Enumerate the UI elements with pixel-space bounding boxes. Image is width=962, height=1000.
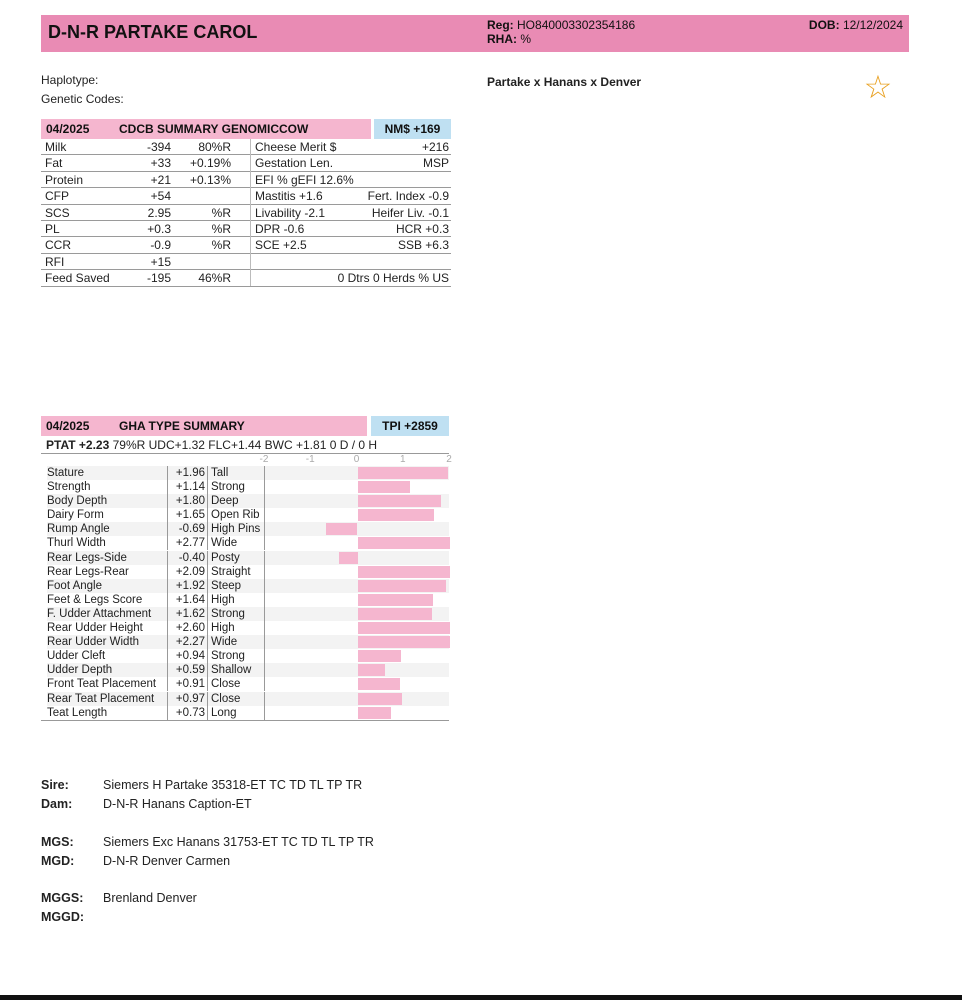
scale-tick-label: -1 [305,454,315,465]
trait-name: Body Depth [47,494,167,508]
trait-bar [358,566,451,578]
cdcb-cell: %R [211,238,231,253]
cdcb-row [41,139,451,155]
trait-name: Stature [47,466,167,480]
cdcb-row [41,254,451,270]
cdcb-cell: SCS [45,205,70,220]
cdcb-cell: Mastitis +1.6 [255,189,323,204]
trait-descriptor: Steep [207,579,264,593]
dob-value: 12/12/2024 [842,18,903,32]
cdcb-cell: +15 [150,254,171,269]
cdcb-cell: 46%R [198,271,231,286]
trait-chart-cell [264,480,449,494]
trait-descriptor: Strong [207,480,264,494]
cdcb-cell: Milk [45,140,67,154]
genetic-codes-label: Genetic Codes: [41,92,124,106]
trait-bar [358,608,433,620]
trait-name: Thurl Width [47,537,106,550]
cdcb-title-bar [41,119,451,139]
trait-descriptor: High [207,593,264,607]
cdcb-cell: Feed Saved [45,271,110,286]
trait-chart-cell [264,663,449,677]
trait-name: Rear Udder Height [47,622,143,635]
trait-descriptor: Close [207,677,264,691]
cdcb-cell: Fert. Index -0.9 [367,189,449,204]
trait-value: +1.14 [167,480,207,494]
trait-row [41,579,449,593]
trait-chart-cell [264,635,449,649]
trait-bar [326,523,358,535]
trait-row [41,508,449,522]
cdcb-cell: +216 [421,140,449,154]
trait-bar [358,509,434,521]
pedigree-label: MGD: [41,854,75,868]
trait-bar [358,537,451,549]
rha-value: % [520,32,532,46]
trait-name: Dairy Form [47,509,104,522]
haplotype-label: Haplotype: [41,73,99,87]
trait-bar [358,594,434,606]
trait-value: +0.59 [167,663,207,677]
trait-chart-cell [264,692,449,706]
trait-row [41,621,449,635]
trait-descriptor: Posty [207,551,264,565]
trait-descriptor: Tall [207,466,264,480]
trait-bar [358,636,451,648]
trait-row [41,593,449,607]
trait-name: Teat Length [47,706,108,719]
trait-row [41,494,449,508]
trait-chart-cell [264,522,449,536]
trait-bar [358,650,401,662]
pedigree-label: MGGD: [41,910,85,924]
trait-row [41,522,449,536]
gha-tpi-index: TPI +2859 [371,416,449,436]
trait-value: +1.64 [167,593,207,607]
trait-value: +0.73 [167,706,207,720]
trait-name: Front Teat Placement [47,678,157,691]
pedigree-value: Siemers Exc Hanans 31753-ET TC TD TL TP TR [103,835,374,849]
trait-chart-cell [264,706,449,720]
trait-value: +2.60 [167,621,207,635]
cdcb-cell: +21 [150,172,171,187]
trait-chart-cell [264,494,449,508]
cdcb-row [41,172,451,188]
trait-bar [358,467,449,479]
trait-row [41,663,449,677]
trait-descriptor: Deep [207,494,264,508]
trait-descriptor: Long [207,706,264,720]
cdcb-cell: SCE +2.5 [255,238,307,253]
gha-date: 04/2025 [41,416,105,436]
trait-name: Udder Depth [47,663,167,677]
trait-value: +1.92 [167,579,207,593]
cdcb-cell: CCR [45,238,71,253]
trait-descriptor: Wide [207,635,264,649]
trait-chart-cell [264,565,449,579]
trait-descriptor: Strong [207,649,264,663]
trait-name: Rear Legs-Rear [47,565,129,578]
cdcb-cell: Livability -2.1 [255,205,326,220]
cdcb-cell: Gestation Len. [255,156,334,171]
trait-row [41,466,449,480]
cdcb-divider [250,139,251,286]
trait-row [41,677,449,691]
trait-name: Rump Angle [47,522,167,536]
trait-descriptor: Wide [207,536,264,550]
cdcb-row [41,270,451,286]
cdcb-cell: SSB +6.3 [397,238,449,253]
pedigree-value: D-N-R Denver Carmen [103,854,231,868]
trait-name: Rear Legs-Side [47,551,167,565]
dob-label: DOB: [808,18,840,32]
cdcb-cell: +0.13% [189,172,231,187]
cdcb-row [41,221,451,237]
pedigree-summary: Partake x Hanans x Denver [487,75,642,89]
trait-row [41,635,449,649]
cdcb-cell: +54 [150,189,171,204]
cdcb-cell: %R [211,221,231,236]
trait-value: +1.62 [167,607,207,621]
scale-tick-label: 0 [353,454,360,465]
cdcb-cell: EFI % gEFI 12.6% [255,172,354,187]
cdcb-cell: +33 [150,156,171,171]
gha-title-bar [41,416,449,436]
cdcb-cell: +0.3 [147,221,171,236]
trait-row [41,649,449,663]
trait-scale [41,454,452,466]
ptat-line [41,436,449,454]
trait-bar [358,678,400,690]
trait-value: +0.97 [167,692,207,706]
cdcb-cell: -0.9 [150,238,171,253]
trait-chart-cell [264,677,449,691]
cdcb-row [41,155,451,171]
rha-label: RHA: [487,32,517,46]
trait-descriptor: Strong [207,607,264,621]
trait-row [41,565,449,579]
trait-descriptor: Close [207,692,264,706]
trait-value: -0.40 [167,551,207,565]
trait-row [41,692,449,706]
cdcb-cell: MSP [422,156,449,171]
reg-value: HO840003302354186 [517,18,636,32]
cdcb-row [41,205,451,221]
cdcb-cell: 2.95 [147,205,171,220]
cdcb-nm-index: NM$ +169 [374,119,451,139]
trait-bar [358,707,392,719]
cdcb-cell: Heifer Liv. -0.1 [371,205,449,220]
trait-descriptor: Straight [207,565,264,579]
trait-value: -0.69 [167,522,207,536]
trait-row [41,607,449,621]
trait-name: Udder Cleft [47,650,106,663]
scale-tick-label: -2 [259,454,269,465]
trait-chart-cell [264,649,449,663]
cdcb-summary-table [41,119,451,287]
pedigree-label: MGS: [41,835,74,849]
trait-bar [358,664,385,676]
bottom-border [0,995,962,1000]
cdcb-cell: HCR +0.3 [395,221,449,236]
dob [809,18,903,32]
cdcb-cell: DPR -0.6 [255,221,305,236]
pedigree-label: MGGS: [41,891,84,905]
trait-value: +2.27 [167,635,207,649]
star-outline-icon[interactable]: ☆ [863,69,893,105]
trait-name: Foot Angle [47,579,167,593]
trait-bar [358,693,403,705]
trait-bar [358,622,451,634]
trait-bar [358,580,447,592]
pedigree-label: Dam: [41,797,73,811]
trait-descriptor: Open Rib [207,508,264,522]
scale-tick-label: 2 [446,454,452,465]
animal-header [41,15,909,52]
cdcb-title: CDCB SUMMARY GENOMICCOW [111,119,371,139]
trait-chart-cell [264,536,449,550]
trait-value: +2.09 [167,565,207,579]
trait-bar [358,495,441,507]
reg-label: Reg: [487,18,514,32]
trait-chart-cell [264,621,449,635]
trait-bar [339,552,358,564]
trait-name: Strength [47,481,91,494]
ptat-details: 79%R UDC+1.32 FLC+1.44 BWC +1.81 0 D / 0 H [112,438,378,452]
trait-descriptor: High Pins [207,522,264,536]
trait-row [41,536,449,550]
trait-bar [358,481,411,493]
trait-value: +1.65 [167,508,207,522]
trait-chart-cell [264,508,449,522]
trait-value: +1.96 [167,466,207,480]
trait-chart-cell [264,593,449,607]
cdcb-cell: 80%R [198,140,231,154]
gha-type-summary-table [41,416,452,720]
trait-descriptor: Shallow [207,663,264,677]
trait-chart-cell [264,551,449,565]
cdcb-rows [41,139,451,287]
trait-name: Rear Udder Width [47,635,167,649]
cdcb-cell: Cheese Merit $ [255,140,337,154]
animal-name: D-N-R PARTAKE CAROL [48,22,258,42]
cdcb-cell: CFP [45,189,69,204]
cdcb-cell: 0 Dtrs 0 Herds % US [337,271,449,286]
pedigree-value: Brenland Denver [103,891,197,905]
cdcb-cell: Fat [45,156,63,171]
trait-row [41,551,449,565]
cdcb-cell: +0.19% [189,156,231,171]
cdcb-cell: -195 [146,271,171,286]
trait-name: Feet & Legs Score [47,593,143,606]
pedigree-value: Siemers H Partake 35318-ET TC TD TL TP TR [103,778,363,792]
trait-value: +2.77 [167,536,207,550]
trait-row [41,706,449,720]
trait-chart-cell [264,607,449,621]
cdcb-row [41,188,451,204]
cdcb-cell: PL [45,221,60,236]
ptat-label: PTAT +2.23 [46,438,110,452]
cdcb-row [41,237,451,253]
gha-title: GHA TYPE SUMMARY [105,416,367,436]
trait-name: Rear Teat Placement [47,692,167,706]
pedigree-label: Sire: [41,778,69,792]
trait-value: +0.94 [167,649,207,663]
cdcb-cell: Protein [45,172,84,187]
cdcb-cell: RFI [45,254,65,269]
trait-value: +1.80 [167,494,207,508]
pedigree-value: D-N-R Hanans Caption-ET [103,797,252,811]
trait-name: F. Udder Attachment [47,607,167,621]
trait-chart-cell [264,579,449,593]
trait-rows [41,466,449,720]
trait-row [41,480,449,494]
trait-descriptor: High [207,621,264,635]
registration-info [487,18,635,46]
trait-value: +0.91 [167,677,207,691]
trait-chart-cell [264,466,449,480]
cdcb-cell: %R [211,205,231,220]
cdcb-date: 04/2025 [41,119,111,139]
cdcb-cell: -394 [146,140,171,154]
scale-tick-label: 1 [399,454,406,465]
